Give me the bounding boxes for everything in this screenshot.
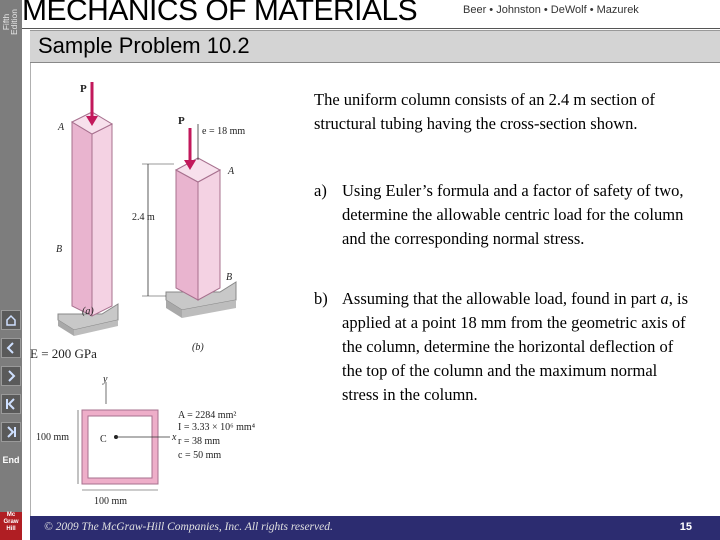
- x-axis-label: x: [172, 432, 177, 443]
- cross-section: [36, 374, 256, 507]
- chevron-right-icon: [5, 370, 17, 382]
- subtitle-bar: [30, 30, 720, 63]
- home-button[interactable]: [1, 310, 21, 330]
- end-button[interactable]: End: [2, 455, 20, 465]
- y-axis-label: y: [103, 374, 108, 385]
- c-property: c = 50 mm: [178, 450, 222, 461]
- column-a-left-face: [72, 122, 92, 316]
- authors: Beer • Johnston • DeWolf • Mazurek: [463, 4, 639, 16]
- previous-button[interactable]: [1, 338, 21, 358]
- load-label-b: P: [178, 115, 185, 127]
- first-button[interactable]: [1, 394, 21, 414]
- mcgraw-hill-logo: Mc Graw Hill: [0, 512, 22, 540]
- skip-back-icon: [5, 398, 17, 410]
- area-property: A = 2284 mm²: [178, 410, 237, 421]
- book-title: MECHANICS OF MATERIALS: [22, 0, 418, 27]
- modulus-label: E = 200 GPa: [30, 346, 97, 361]
- point-b-label-b: B: [226, 272, 233, 283]
- vertical-dimension-label: 100 mm: [36, 432, 70, 443]
- column-b-left-face: [176, 170, 198, 300]
- slide-subtitle: Sample Problem 10.2: [38, 33, 250, 58]
- inertia-property: I = 3.33 × 10⁶ mm⁴: [178, 422, 256, 433]
- point-a-label-b: A: [228, 166, 235, 177]
- footer-bar: [30, 516, 720, 540]
- chevron-left-icon: [5, 342, 17, 354]
- eccentricity-label: e = 18 mm: [202, 126, 246, 137]
- load-label-a: P: [80, 83, 87, 95]
- left-sidebar: [0, 0, 22, 540]
- radius-property: r = 38 mm: [178, 436, 221, 447]
- copyright: © 2009 The McGraw-Hill Companies, Inc. All rights reserved.: [44, 521, 333, 533]
- skip-forward-icon: [5, 426, 17, 438]
- case-b-label: (b): [192, 342, 204, 353]
- column-a-right-face: [92, 124, 112, 316]
- horizontal-dimension-label: 100 mm: [94, 496, 128, 507]
- column-b-right-face: [198, 170, 220, 300]
- column-figure: [30, 64, 310, 514]
- problem-intro: The uniform column consists of an 2.4 m section of structural tubing having the cross-section shown.: [314, 90, 655, 133]
- edition-label: Fifth Edition: [1, 9, 19, 35]
- point-b-label-a: B: [56, 244, 63, 255]
- next-button[interactable]: [1, 366, 21, 386]
- centroid-label: C: [100, 434, 107, 445]
- height-label: 2.4 m: [132, 212, 155, 223]
- header-rule: [22, 28, 720, 29]
- column-a: [56, 82, 118, 336]
- home-icon: [5, 314, 17, 326]
- tube-inner: [88, 416, 152, 478]
- last-button[interactable]: [1, 422, 21, 442]
- column-b: [132, 115, 245, 353]
- case-a-label: (a): [82, 306, 94, 317]
- point-a-label-a: A: [58, 122, 65, 133]
- page-number: 15: [679, 521, 692, 533]
